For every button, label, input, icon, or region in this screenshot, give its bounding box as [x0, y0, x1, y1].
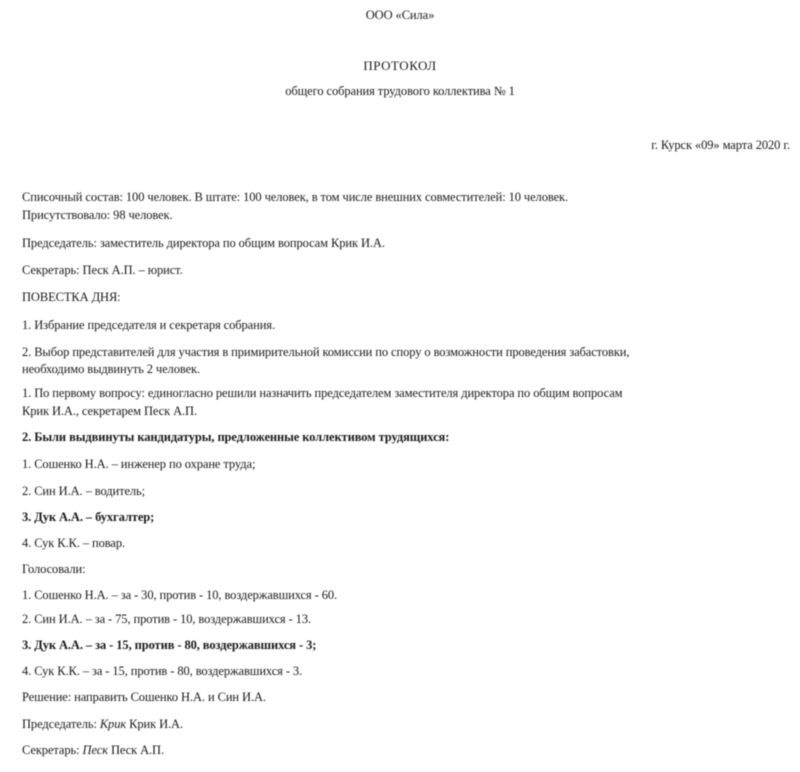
decision-1-line-1: 1. По первому вопросу: единогласно решили назначить председателем заместителя директора по общим вопросам [22, 386, 623, 400]
agenda-item-1: 1. Избрание председателя и секретаря собрания. [22, 318, 275, 332]
composition-line-1: Списочный состав: 100 человек. В штате: 100 человек, в том числе внешних совместителей: 10 человек. [22, 190, 569, 204]
place-and-date: г. Курск «09» марта 2020 г. [651, 138, 790, 152]
voting-heading: Голосовали: [22, 562, 86, 576]
chairman-signature-label: Председатель: [22, 717, 97, 731]
chairman-signature-name: Крик И.А. [129, 717, 184, 731]
vote-item: 2. Син И.А. – за - 75, против - 10, воздержавшихся - 13. [22, 612, 311, 626]
candidates-heading: 2. Были выдвинуты кандидатуры, предложенные коллективом трудящихся: [22, 430, 450, 444]
organization-name: ООО «Сила» [365, 8, 435, 22]
vote-item: 4. Сук К.К. – за - 15, против - 80, воздержавшихся - 3. [22, 664, 303, 678]
agenda-heading: ПОВЕСТКА ДНЯ: [22, 290, 121, 304]
secretary-signature-name: Песк А.П. [110, 743, 165, 757]
chairman-signature-line [22, 717, 183, 732]
secretary-signature-line [22, 743, 164, 758]
composition-line-2: Присутствовало: 98 человек. [22, 208, 173, 222]
candidate-item: 2. Син И.А. – водитель; [22, 484, 146, 498]
vote-item: 3. Дук А.А. – за - 15, против - 80, воздержавшихся - 3; [22, 638, 317, 652]
agenda-item-2-line-1: 2. Выбор представителей для участия в примирительной комиссии по спору о возможности проведения забастовки, [22, 345, 630, 359]
agenda-item-2-line-2: необходимо выдвинуть 2 человек. [22, 362, 201, 376]
chairman-signature: Крик [99, 717, 127, 731]
candidate-item: 1. Сошенко Н.А. – инженер по охране труда; [22, 457, 256, 471]
vote-item: 1. Сошенко Н.А. – за - 30, против - 10, воздержавшихся - 60. [22, 588, 338, 602]
candidate-item: 3. Дук А.А. – бухгалтер; [22, 510, 155, 524]
secretary-signature: Песк [82, 743, 108, 757]
document-subtitle: общего собрания трудового коллектива № 1 [285, 84, 515, 98]
resolution-line: Решение: направить Сошенко Н.А. и Син И.А. [22, 690, 266, 704]
candidate-item: 4. Сук К.К. – повар. [22, 536, 125, 550]
document-title: ПРОТОКОЛ [363, 58, 437, 73]
chairman-line: Председатель: заместитель директора по общим вопросам Крик И.А. [22, 236, 385, 250]
decision-1-line-2: Крик И.А., секретарем Песк А.П. [22, 404, 197, 418]
secretary-signature-label: Секретарь: [22, 743, 80, 757]
secretary-line: Секретарь: Песк А.П. – юрист. [22, 263, 183, 277]
